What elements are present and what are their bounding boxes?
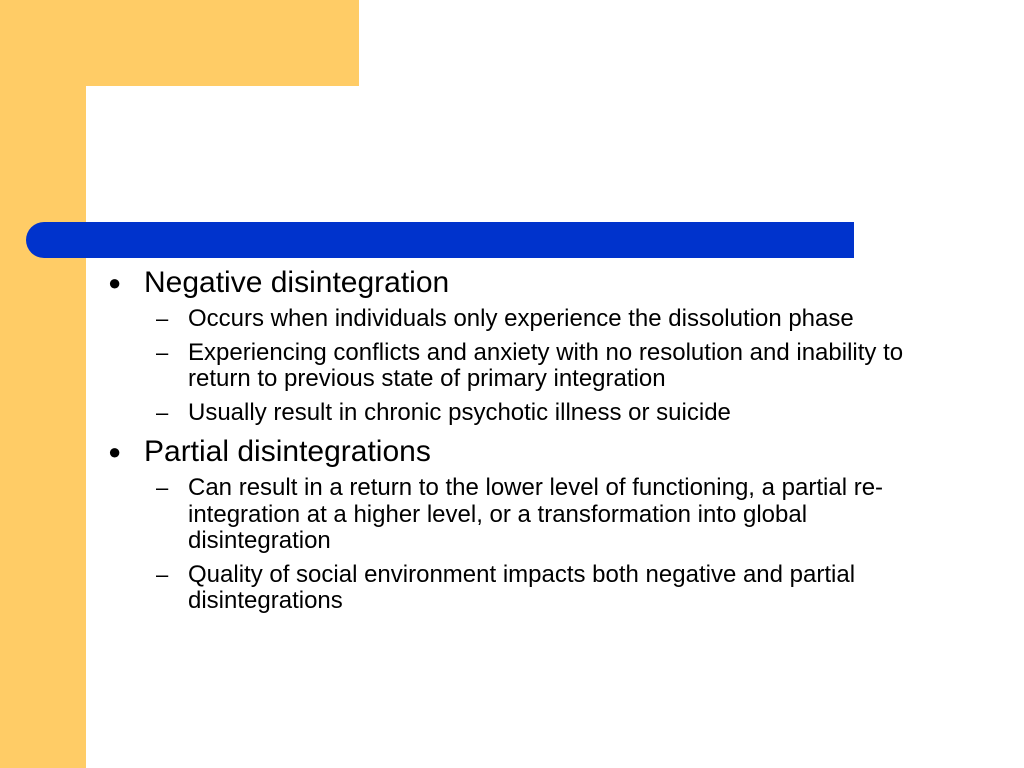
accent-column (0, 0, 86, 768)
bullet-dot-icon: ● (108, 439, 122, 464)
dash-icon: – (156, 339, 169, 365)
sub-bullet-text: Can result in a return to the lower level of functioning, a partial re-integration at a higher level, or a transformation into global disintegration (188, 474, 884, 554)
sub-bullet-text: Occurs when individuals only experience the dissolution phase (188, 305, 854, 332)
sub-bullet-item (104, 400, 924, 427)
dash-icon: – (156, 306, 169, 331)
sub-bullet-item (104, 306, 924, 333)
slide-body (104, 264, 924, 622)
sub-bullet-list (104, 475, 924, 615)
title-bar (26, 222, 854, 258)
sub-bullet-text: Usually result in chronic psychotic illness or suicide (188, 398, 731, 426)
sub-bullet-text: Experiencing conflicts and anxiety with no resolution and inability to return to previous state of primary integration (188, 338, 904, 392)
content-corner (86, 86, 134, 134)
bullet-item (104, 433, 924, 471)
sub-bullet-item (104, 475, 924, 555)
bullet-item (104, 264, 924, 302)
dash-icon: – (156, 475, 169, 500)
bullet-text: Partial disintegrations (144, 435, 431, 468)
dash-icon: – (156, 399, 169, 425)
sub-bullet-item (104, 562, 924, 615)
accent-tab (86, 0, 359, 86)
sub-bullet-item (104, 340, 924, 393)
sub-bullet-list (104, 306, 924, 426)
sub-bullet-text: Quality of social environment impacts both negative and partial disintegrations (188, 560, 856, 614)
bullet-dot-icon: ● (108, 270, 122, 295)
bullet-text: Negative disintegration (144, 266, 450, 299)
dash-icon: – (156, 561, 169, 587)
